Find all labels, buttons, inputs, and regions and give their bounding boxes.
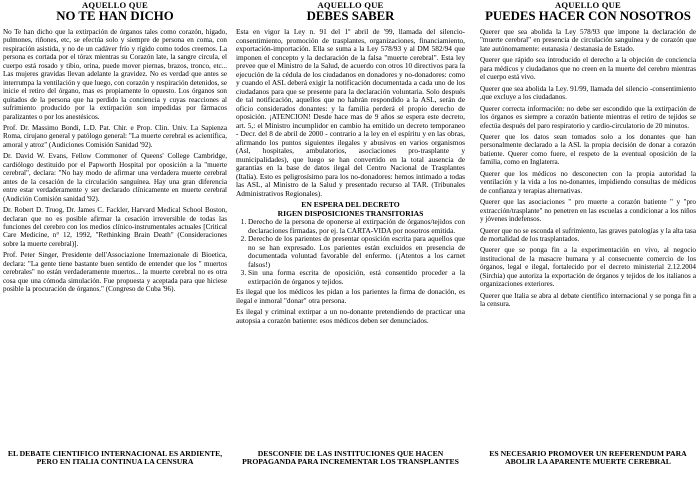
quote-singer: Prof. Peter Singer, Presidente dell'Associazione Internazionale di Bioetica, declara: "La gente tiene bastante buen sentido de entender que los " muertos cerebrales" no están verdaderamente muertos... la muerte cerebral no es otra cosa que una cómoda simulación. Fue propuesta y aceptada para que hiciese posible la procuración de órganos." (Congreso de Cuba '96). — [3, 251, 227, 294]
demand-paragraph: Querer que sea abolida la Ley 578/93 que impone la declaración de "muerte cerebral" en presencia de circulación sanguínea y de corazón que late autónomamente: eutanasia / destanasia de Estado. — [480, 28, 696, 53]
demand-paragraph: Querer correcta información: no debe ser escondido que la extirpación de los órganos es siempre a corazón batiente mientras el retiro de tejidos se efectúa después del paro respiratorio y cardio-circulatorio de 20 minutos. — [480, 104, 696, 130]
criminal-paragraph: Es ilegal y criminal extirpar a un no-donante pretendiendo de practicar una autopsia a corazón batiente: esos médicos deben ser denunciados. — [236, 307, 465, 325]
demand-paragraph: Querer que rápido sea introducido el derecho a la objeción de conciencia para médicos y ciudadanos que no creen en la muerte del cerebro mientras el cuerpo está vivo. — [480, 56, 696, 82]
column-footer: DESCONFIE DE LAS INSTITUCIONES QUE HACEN PROPAGANDA PARA INCREMENTAR LOS TRANSPLANTES — [242, 449, 459, 467]
section-heading: EN ESPERA DEL DECRETO — [301, 200, 400, 209]
section-heading: RIGEN DISPOSICIONES TRANSITORIAS — [277, 208, 424, 218]
law-paragraph: Esta en vigor la Ley n. 91 del 1º abril de '99, llamada del silencio-consentimiento, promoción de trasplantes, organizaciones, financiamiento, exportación-importación. Ella se suma a la Ley 578/93 y al DM 582/94 que imponen el concepto y la declaración de la falsa "muerte cerebral". Esta ley prevee que el Ministro de la Salud, de acuerdo con otros 10 directivos para la ejecución de la cédula de los ciudadanos en donadores y no-donadores: como y cuando el ASL deberá exigir la notificación documentada a cada uno de los ciudadanos para que se presente para la declaración voluntaria. Solo después de tal notificación, aquellos que no habrán respondido a la ASL, serán de oficio considerados donantes: y la familia perderá el propio derecho de oposición. ¡ATENCION! Desde hace mas de 9 años se espera este decreto, art. 5,: el Ministro incumplidor en cambio ha emitido un decreto temporaneo - Decr. del 8 de abril de 2000 - contrario a la ley en el espíritu y en las obras, afirmando los puntos siguientes ilegales y abusivos en varios organismos (Asl, hospitales, ambulatorios, asociaciones pro-trasplante y municipalidades), que luego se han convertido en la total ausencia de garantías en la base de datos ilegal del Centro Nacional de Trasplantes (Italia). Esto es peligrosísimo para los no-donadores: hemos intimado a todas las ASL, al Ministro de la Salud y presentado recurso al TAR. (Tribunales Administrativos Regionales). — [236, 27, 465, 198]
illegal-paragraph: Es ilegal que los médicos les pidan a los parientes la firma de donación, es ilegal e inmoral "donar" otra persona. — [236, 287, 465, 305]
column-no-te-han-dicho — [3, 0, 227, 482]
transitional-provisions-list — [236, 218, 465, 286]
demand-paragraph: Querer que sea abolida la Ley. 91/99, llamada del silencio -consentimiento ,que excluye a los ciudadanos. — [480, 84, 696, 102]
column-kicker: AQUELLO QUE — [82, 0, 148, 10]
demand-paragraph: Querer que no se esconda el sufrimiento, las graves patologías y la alta tasa de mortalidad de los trasplantados. — [480, 226, 696, 243]
column-kicker: AQUELLO QUE — [317, 0, 384, 10]
demand-paragraph: Querer que Italia se abra al debate científico internacional y se ponga fin a la censura. — [480, 291, 696, 309]
column-footer: EL DEBATE CIENTIFICO INTERNACIONAL ES ARDIENTE, PERO EN ITALIA CONTINUA LA CENSURA — [7, 449, 223, 467]
list-item: 2. Derecho de los parientes de presentar oposición escrita para aquellos que no se han expresado. Los parientes están excluidos en presencia de documentada voluntad favorable del enfermo. (¡Atentos a los carnet falsos!) — [248, 235, 465, 269]
demand-paragraph: Querer que los médicos no desconecten con la propia autoridad la ventilación y la vida a los no-donantes, impidiendo consultas de médicos de confianza y terapias alternativas. — [480, 169, 696, 195]
demand-paragraph: Querer que los datos sean tomados solo a los donantes que han personalmente declarado a la ASL la propia decisión de donar a corazón batiente. Querer como fuere, el respeto de la eventual oposición de la familia, como en Inglaterra. — [480, 132, 696, 167]
list-item: 3. Sin una forma escrita de oposición, está consentido proceder a la extirpación de órganos y tejidos. — [248, 269, 465, 286]
column-kicker: AQUELLO QUE — [555, 0, 621, 10]
demand-paragraph: Querer que las asociaciones " pro muerte a corazón batiente " y "pro extracción/trasplante" no penetren en las escuelas a condicionar a los niños y jóvenes indefensos. — [480, 198, 696, 224]
column-debes-saber — [236, 0, 465, 482]
intro-paragraph: No Te han dicho que la extirpación de órganos tales como corazón, hígado, pulmones, riñones, etc, se efectúa solo y siempre de persona en coma, con respiración asistida, y no de un cadáver frío y rígido como todos creemos. La persona es cortada por el tórax mientras su Corazón late, la sangre circula, el cuerpo está rosado y tibio, orina, puede mover piernas, brazos, tronco, etc... Las mujeres gravidas llevan adelante la gravidez. No es verdad que antes se interrumpa la ventilación y que luego, con corazón y respiración detenidos, se inicie el retiro del órgano, mas es propiamente lo opuesto. Los órganos son quitados de la persona que ha perdido la conciencia y cuyas reacciones al sufrimiento producido por la extirpación son impedidas por fármacos paralizantes o por los anestésicos. — [3, 28, 227, 121]
quote-evans: Dr. David W. Evans, Fellow Commoner of Queens' College Cambridge, cardiólogo destituido por el Papworth Hospital por oposición a la "muerte cerebral", declara: "No hay modo de afirmar una verdadera muerte cerebral antes de la cesación de la circulación sanguínea. Hay una gran diferencia entre estar verdaderamente y ser declarado clínicamente en muerte cerebral (Audición Comisión sanidad '92). — [3, 152, 227, 203]
column-footer: ES NECESARIO PROMOVER UN REFERENDUM PARA ABOLIR LA APARENTE MUERTE CEREBRAL — [489, 449, 687, 467]
column-puedes-hacer — [480, 0, 696, 482]
quote-bondi: Prof. Dr. Massimo Bondi, L.D. Pat. Chir. e Prop. Clin. Univ. La Sapienza Roma, cirujano general y patólogo general: "La muerte cerebral es acientífica, amoral y atroz" (Audiciones Comisión Sanidad '92). — [3, 123, 227, 149]
demand-paragraph: Querer que se ponga fin a la experimentación en vivo, al negocio institucional de la masacre humana y al consecuente comercio de los órganos, legal e ilegal, fortalecido por el decreto ministerial 2.12.2004 (Sirchia) que autoriza la exportación de órganos y tejidos de los italianos a organizaciones exteriores. — [480, 246, 696, 289]
quote-truog-fackler: Dr. Robert D. Truog, Dr. James C. Fackler, Harvard Medical School Boston, declaran que no es posible afirmar la cesación irreversible de todas las funciones del cerebro con los medios clínico-instrumentales actuales [Critical Care Medicine, n° 12, 1992, "Rethinking Brain Death" (Consideraciones sobre la muerte cerebral)]. — [3, 206, 227, 248]
column-title: NO TE HAN DICHO — [56, 9, 174, 23]
list-item: 1. Derecho de la persona de oponerse al extirpación de órganos/tejidos con declaraciones firmadas, por ej. la CARTA-VIDA por nosotros emitida. — [248, 218, 465, 235]
column-title: PUEDES HACER CON NOSOTROS — [485, 9, 691, 23]
column-title: DEBES SABER — [306, 9, 395, 23]
